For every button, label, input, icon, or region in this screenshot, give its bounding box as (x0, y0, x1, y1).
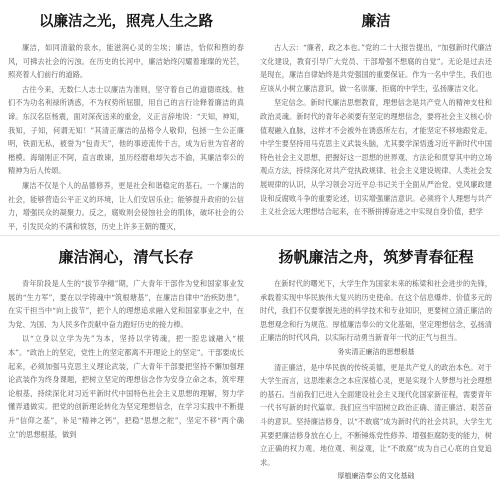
essay-body (252, 277, 500, 484)
paragraph: 廉洁，如同清澈的泉水，能滋润心灵的尘埃；廉洁，恰似和煦的春风，可拂去社会的污浊。在历史的长河中，廉洁始终闪耀着璀璨的光芒，照亮着人们前行的道路。 (8, 43, 244, 80)
essay-body (252, 41, 500, 219)
section-subheading: 务实清正廉洁的思想根基 (337, 347, 415, 356)
essay-body (0, 277, 252, 441)
essay-title: 扬帆廉洁之舟，筑梦青春征程 (278, 248, 474, 266)
paragraph: 坚定信念。新时代廉洁思想教育，理想信念是共产党人的精神支柱和政治灵魂。新时代的青年必须要有坚定的理想信念，要将社会主义核心价值观融入血脉，这样才不会被外在诱惑所左右，才能坚定不移地跟党走。中学生要坚持用马克思主义武装头脑，尤其要学深悟透习近平新时代中国特色社会主义思想，把握好这一思想的世界观、方法论和贯穿其中的立场观点方法，持续深化对共产党执政规律、社会主义建设规律、人类社会发展规律的认识，从学习领会习近平总书记关于全面从严治党、党风廉政建设和反腐败斗争的重要论述，切实增强廉洁意识。必须将个人理想与共产主义社会远大理想结合起来，在不断拼搏奋进之中实现自身价值，把学 (260, 98, 492, 217)
essay-body (0, 41, 252, 233)
essay-title: 廉洁润心，清气长存 (58, 248, 194, 266)
essay-panel-2 (252, 0, 500, 236)
paragraph: 廉洁不仅是个人的品德修养，更是社会和谐稳定的基石。一个廉洁的社会，能够营造公平正义的环境，让人们安居乐业；能够提升政府的公信力，增强民众的凝聚力。反之，腐败则会侵蚀社会的肌体，破坏社会的公平，引发民众的不满和愤怒，历史上许多王朝的覆灭， (8, 180, 244, 231)
paragraph: 在新时代的曙光下，大学生作为国家未来的栋梁和社会进步的先锋，承载着实现中华民族伟大复兴的历史使命。在这个信息爆炸、价值多元的时代，我们不仅要掌握先进的科学技术和专业知识，更要树立清正廉洁的思想观念和行为规范。厚植廉洁奉公的文化基础，坚定理想信念，弘扬清正廉洁的时代风尚，以实际行动勇当新青年一代的正气与担当。 (260, 279, 492, 343)
paragraph: 清正廉洁，是中华民族的传统美德，更是共产党人的政治本色。对于大学生而言，这思维素念之本应深植心灵，更是实现个人梦想与社会理想的基石。当前我们已进入全面建设社会主义现代化国家新征程，需要青年一代书写新的时代篇章。我们应当牢固树立政治正确、清正廉洁、艰苦奋斗的意识。坚持廉洁修身，以“不敢腐”成为新时代的社会共识，大学生尤其要把廉洁修身放在心上，不断锤炼党性修养、增强拒腐防变的能力，树立正确的权力观、地位观、利益观，让“不敢腐”成为自己心底的自觉追求。 (260, 362, 492, 467)
essay-panel-4 (252, 236, 500, 500)
essay-title: 以廉洁之光，照亮人生之路 (39, 14, 213, 30)
essay-title: 廉洁 (361, 14, 391, 30)
paragraph: 古往今来，无数仁人志士以廉洁为准则，坚守着自己的道德底线。他们不为功名利禄所诱惑，不为权势所屈服，用自己的言行诠释着廉洁的真谛。东汉名臣杨震，面对深夜送来的重金，义正言辞地说：“天知，神知，我知，子知，何谓无知！”其清正廉洁的品格令人敬仰，包拯一生公正廉明，铁面无私，被誉为“包青天”，他的事迹流传千古，成为后世为官者的楷模。海瑞刚正不阿，直言敢谏，虽历经磨难却矢志不渝，其廉洁奉公的精神为后人传颂。 (8, 84, 244, 176)
essay-panel-3 (0, 236, 252, 500)
section-subheading: 厚植廉洁奉公的文化基础 (337, 472, 415, 481)
paragraph: 古人云：“廉者，政之本也。”党的二十大报告提出，“加强新时代廉洁文化建设，教育引导广大党员、干部增强不想腐的自觉”。无论是过去还是现在，廉洁自律始终是共党强国的重要保证。作为一名中学生，我们也应该从小树立廉洁意识，做一名崇廉、拒腐的中学生，弘扬廉洁文化。 (260, 43, 492, 93)
paragraph: 以“立身以立学为先”为本，坚持以学铸魂，把一腔忠诚融入“根本”。“政治上的坚定，党性上的坚定都离不开理论上的坚定”。干部要成长起来，必须加强马克思主义理论武装，广大青年干部要把坚持不懈加强理论武装作为终身课题，把树立坚定的理想信念作为安身立命之本，筑牢理论根基，持续深化对习近平新时代中国特色社会主义思想的理解，努力学懂弄通做实。把党的创新理论转化为坚定理想信念，在学习实践中不断提升“信仰之基”，补足“精神之钙”，把稳“思想之舵”，坚定不移“两个确立”的思想根基，做到 (8, 334, 244, 439)
essay-panel-1 (0, 0, 252, 236)
paragraph: 青年阶段是人生的“拔节孕穗”期，广大青年干部作为党和国家事业发展的“生力军”，要在以学铸魂中“筑根塘基”，在廉洁自律中“治疾防患”，在实干担当中“向上拔节”，把个人的理想追求融入党和国家事业之中，在为党、为国、为人民多作贡献中奋力跑好历史的接力棒。 (8, 279, 244, 329)
